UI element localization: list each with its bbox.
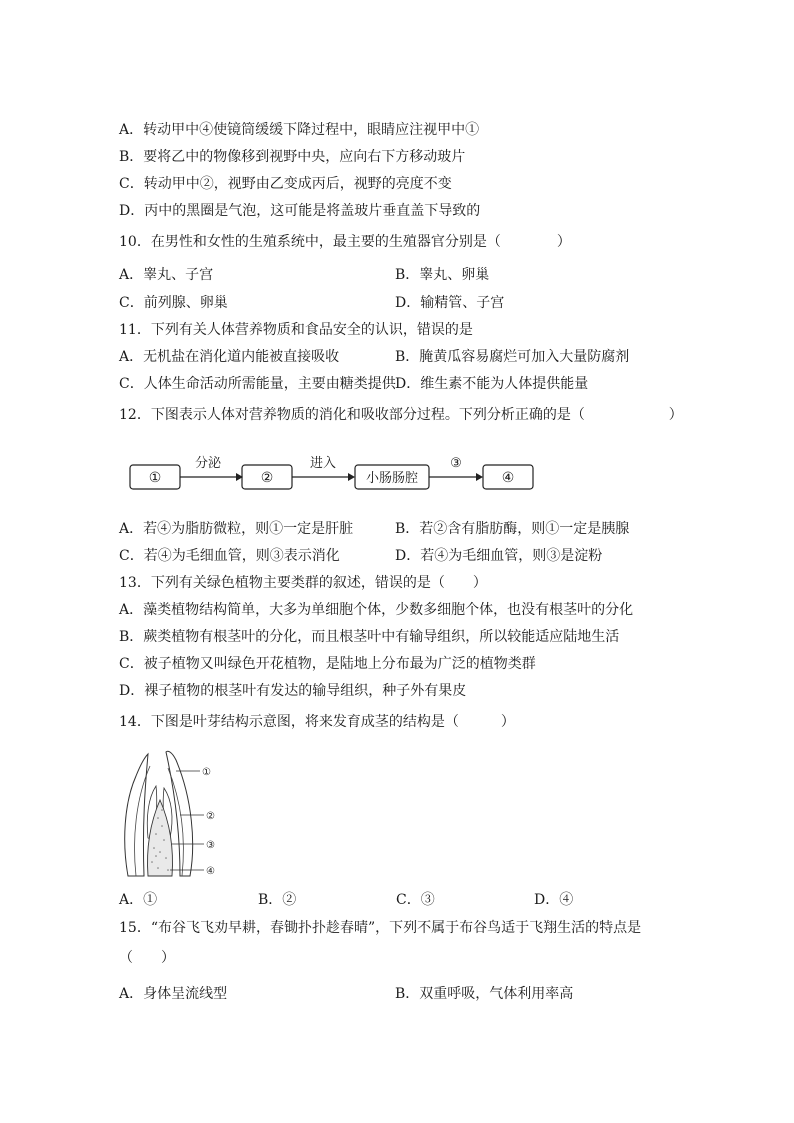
q15-option-a: A．身体呈流线型 — [119, 986, 228, 1002]
q12-option-c: C．若④为毛细血管，则③表示消化 — [119, 548, 340, 564]
diagram-box-3-label: 小肠肠腔 — [365, 471, 419, 486]
q15-stem: 15．“布谷飞飞劝早耕，春锄扑扑趁春晴”，下列不属于布谷鸟适于飞翔生活的特点是 — [119, 920, 642, 936]
q11-option-a: A．无机盐在消化道内能被直接吸收 — [119, 349, 340, 365]
diagram-arrow-3-label: ③ — [450, 456, 462, 471]
q13-option-b: B．蕨类植物有根茎叶的分化，而且根茎叶中有输导组织，所以较能适应陆地生活 — [119, 629, 620, 645]
q10-option-c: C．前列腺、卵巢 — [119, 295, 228, 311]
bud-label-1: ① — [202, 767, 211, 778]
q14-option-a: A．① — [119, 892, 158, 908]
bud-label-4: ④ — [206, 866, 215, 877]
q12-option-b: B．若②含有脂肪酶，则①一定是胰腺 — [395, 521, 630, 537]
q9-option-c: C．转动甲中②，视野由乙变成丙后，视野的亮度不变 — [119, 176, 452, 192]
q10-option-b: B．睾丸、卵巢 — [395, 267, 490, 283]
q10-stem: 10．在男性和女性的生殖系统中，最主要的生殖器官分别是（ ） — [119, 234, 571, 250]
q11-stem: 11．下列有关人体营养物质和食品安全的认识，错误的是 — [119, 322, 473, 338]
q13-option-a: A．藻类植物结构简单，大多为单细胞个体，少数多细胞个体，也没有根茎叶的分化 — [119, 602, 634, 618]
q9-option-d: D．丙中的黑圈是气泡，这可能是将盖玻片垂直盖下导致的 — [119, 203, 481, 219]
q14-stem: 14．下图是叶芽结构示意图，将来发育成茎的结构是（ ） — [119, 714, 515, 730]
q13-option-c: C．被子植物又叫绿色开花植物，是陆地上分布最为广泛的植物类群 — [119, 656, 536, 672]
diagram-arrow-1-label: 分泌 — [194, 456, 222, 471]
q15-stem-cont: （ ） — [119, 950, 175, 966]
q12-flow-diagram — [128, 452, 538, 502]
bud-label-3: ③ — [206, 840, 215, 851]
q14-option-d: D．④ — [534, 892, 574, 908]
q14-option-c: C．③ — [396, 892, 435, 908]
q10-option-d: D．输精管、子宫 — [395, 295, 505, 311]
q12-option-a: A．若④为脂肪微粒，则①一定是肝脏 — [119, 521, 354, 537]
q12-stem: 12．下图表示人体对营养物质的消化和吸收部分过程。下列分析正确的是（ ） — [119, 407, 683, 423]
q12-option-d: D．若④为毛细血管，则③是淀粉 — [395, 548, 603, 564]
q15-option-b: B．双重呼吸，气体利用率高 — [395, 986, 574, 1002]
diagram-box-2-label: ② — [260, 470, 274, 486]
q13-option-d: D．裸子植物的根茎叶有发达的输导组织，种子外有果皮 — [119, 683, 467, 699]
bud-label-2: ② — [206, 811, 215, 822]
q9-option-a: A．转动甲中④使镜筒缓缓下降过程中，眼睛应注视甲中① — [119, 122, 480, 138]
q10-option-a: A．睾丸、子宫 — [119, 267, 214, 283]
q14-option-b: B．② — [258, 892, 297, 908]
q11-option-c: C．人体生命活动所需能量，主要由糖类提供 — [119, 376, 396, 392]
q11-option-b: B．腌黄瓜容易腐烂可加入大量防腐剂 — [395, 349, 630, 365]
q13-stem: 13．下列有关绿色植物主要类群的叙述，错误的是（ ） — [119, 575, 487, 591]
q11-option-d: D．维生素不能为人体提供能量 — [395, 376, 589, 392]
diagram-arrow-2-label: 进入 — [309, 456, 337, 471]
leaf-bud-figure — [118, 748, 228, 886]
diagram-box-4-label: ④ — [501, 470, 515, 486]
diagram-box-1-label: ① — [148, 470, 162, 486]
q9-option-b: B．要将乙中的物像移到视野中央，应向右下方移动玻片 — [119, 149, 466, 165]
